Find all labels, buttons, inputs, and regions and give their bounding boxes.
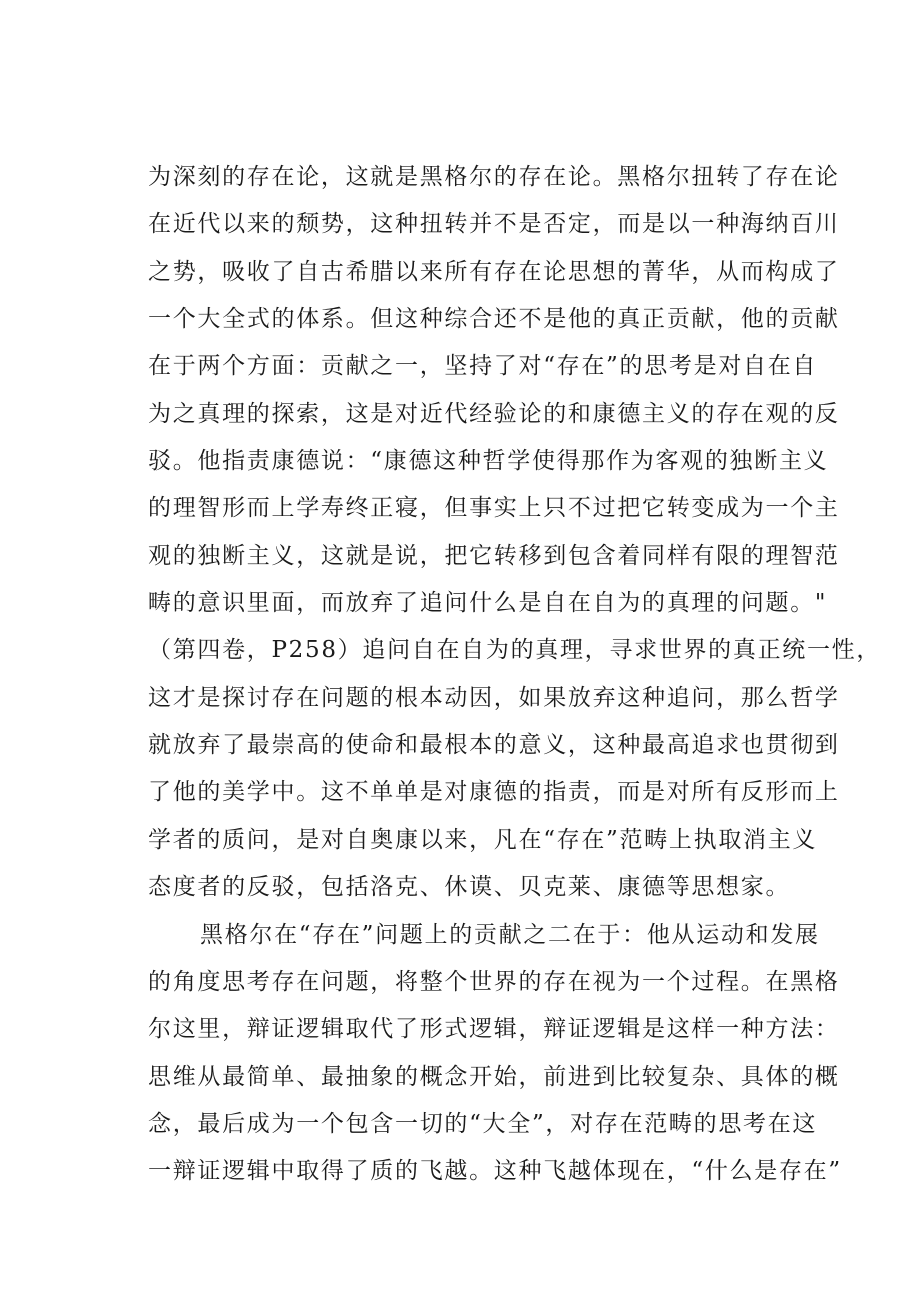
paragraph-1 [148, 154, 882, 912]
body-text [148, 154, 882, 1196]
text-line: 黑格尔在“存在”问题上的贡献之二在于：他从运动和发展 [200, 921, 820, 948]
text-line: 了他的美学中。这不单单是对康德的指责，而是对所有反形而上 [148, 779, 840, 806]
text-line: 一辩证逻辑中取得了质的飞越。这种飞越体现在，“什么是存在” [148, 1158, 842, 1185]
text-line: （第四卷，P258）追问自在自为的真理，寻求世界的真正统一性， [148, 637, 882, 664]
text-line: 态度者的反驳，包括洛克、休谟、贝克莱、康德等思想家。 [148, 874, 791, 901]
text-line: 之势，吸收了自古希腊以来所有存在论思想的菁华，从而构成了 [148, 258, 840, 285]
text-line: 一个大全式的体系。但这种综合还不是他的真正贡献，他的贡献 [148, 306, 840, 333]
text-line: 尔这里，辩证逻辑取代了形式逻辑，辩证逻辑是这样一种方法： [148, 1016, 840, 1043]
text-line: 的理智形而上学寿终正寝，但事实上只不过把它转变成为一个主 [148, 495, 840, 522]
text-line: 这才是探讨存在问题的根本动因，如果放弃这种追问，那么哲学 [148, 684, 840, 711]
text-line: 驳。他指责康德说：“康德这种哲学使得那作为客观的独断主义 [148, 448, 829, 475]
text-line: 的角度思考存在问题，将整个世界的存在视为一个过程。在黑格 [148, 968, 840, 995]
text-line: 学者的质问，是对自奥康以来，凡在“存在”范畴上执取消主义 [148, 826, 818, 853]
text-line: 为深刻的存在论，这就是黑格尔的存在论。黑格尔扭转了存在论 [148, 164, 840, 190]
text-line: 就放弃了最崇高的使命和最根本的意义，这种最高追求也贯彻到 [148, 732, 840, 759]
paragraph-2 [148, 912, 842, 1196]
text-line: 思维从最简单、最抽象的概念开始，前进到比较复杂、具体的概 [148, 1063, 840, 1090]
text-line: 观的独断主义，这就是说，把它转移到包含着同样有限的理智范 [148, 542, 840, 569]
text-line: 在近代以来的颓势，这种扭转并不是否定，而是以一种海纳百川 [148, 211, 840, 238]
text-line: 畴的意识里面，而放弃了追问什么是自在自为的真理的问题。" [148, 590, 828, 617]
text-line: 念，最后成为一个包含一切的“大全”，对存在范畴的思考在这 [148, 1110, 818, 1137]
text-line: 为之真理的探索，这是对近代经验论的和康德主义的存在观的反 [148, 400, 840, 427]
text-line: 在于两个方面：贡献之一，坚持了对“存在”的思考是对自在自 [148, 353, 818, 380]
